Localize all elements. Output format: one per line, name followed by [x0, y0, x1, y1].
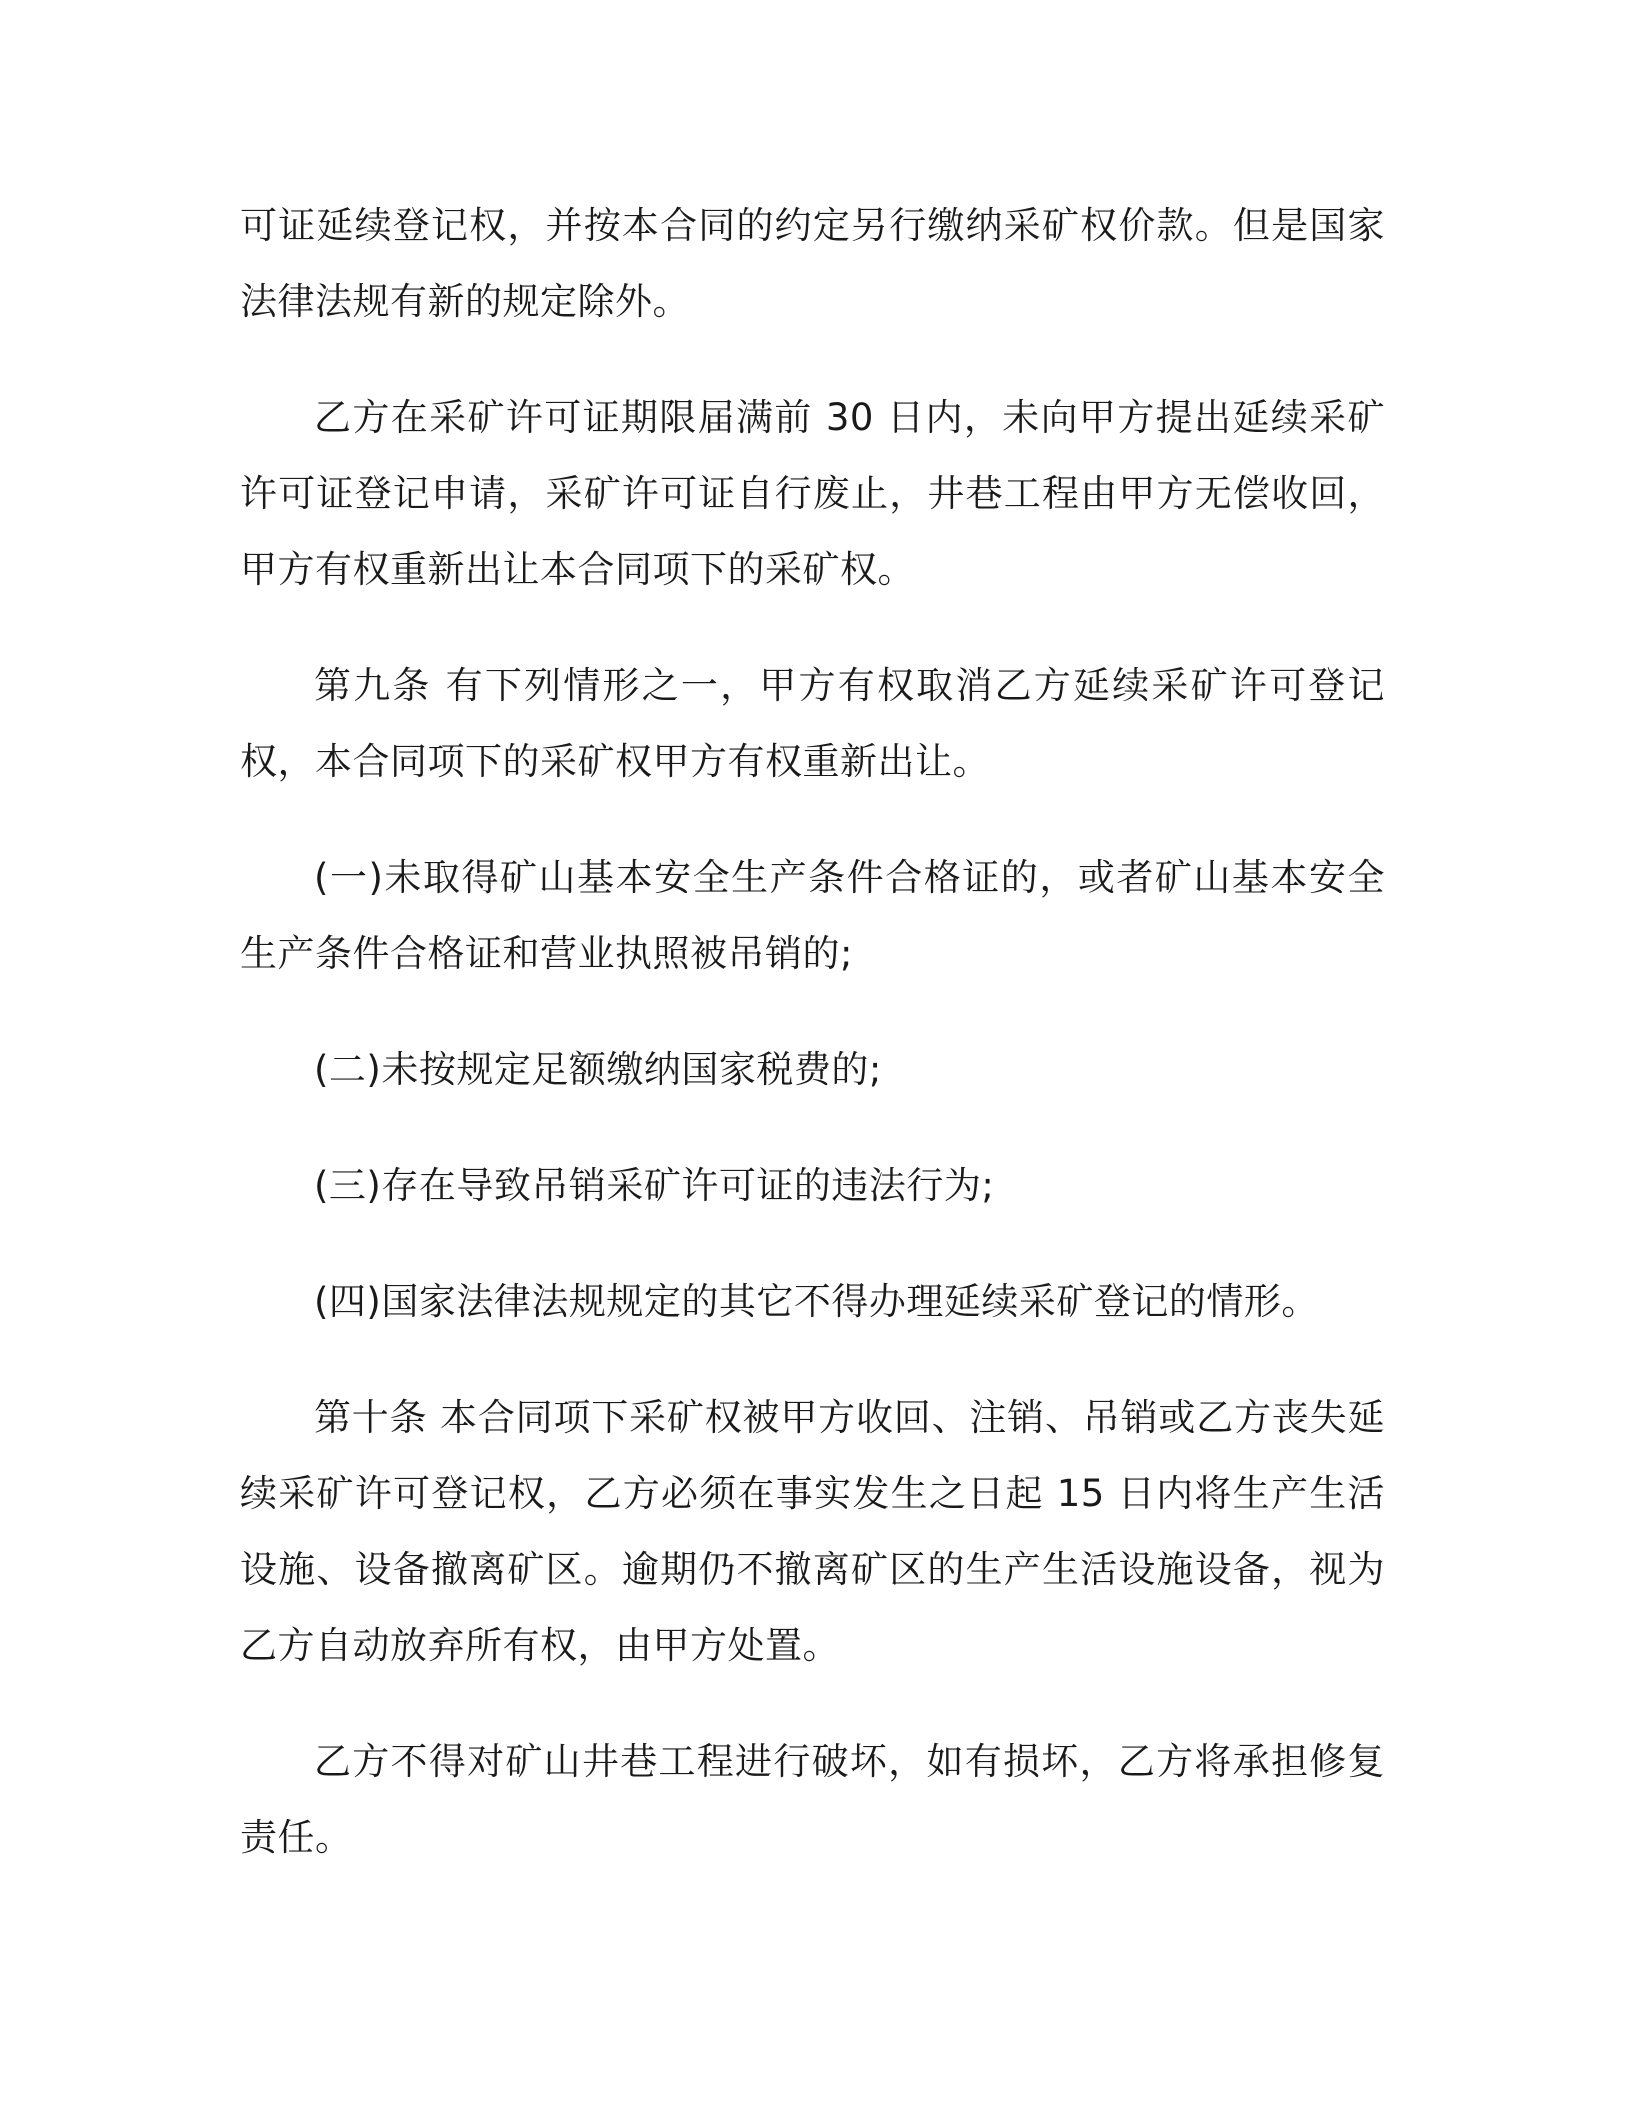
paragraph-renewal-deadline: 乙方在采矿许可证期限届满前 30 日内，未向甲方提出延续采矿许可证登记申请，采矿许可证自行废止，井巷工程由甲方无偿收回，甲方有权重新出让本合同项下的采矿权。	[240, 396, 1385, 591]
document-body	[240, 188, 1385, 1916]
paragraph-item-4: (四)国家法律法规规定的其它不得办理延续采矿登记的情形。	[314, 1280, 1319, 1323]
paragraph-continuation: 可证延续登记权，并按本合同的约定另行缴纳采矿权价款。但是国家法律法规有新的规定除外。	[240, 204, 1385, 323]
paragraph-repair-liability: 乙方不得对矿山井巷工程进行破坏，如有损坏，乙方将承担修复责任。	[240, 1740, 1385, 1859]
paragraph-article-9: 第九条 有下列情形之一，甲方有权取消乙方延续采矿许可登记权，本合同项下的采矿权甲方有权重新出让。	[240, 664, 1385, 783]
paragraph-item-1: (一)未取得矿山基本安全生产条件合格证的，或者矿山基本安全生产条件合格证和营业执照被吊销的;	[240, 856, 1385, 975]
paragraph-item-2: (二)未按规定足额缴纳国家税费的;	[314, 1048, 882, 1091]
paragraph-article-10: 第十条 本合同项下采矿权被甲方收回、注销、吊销或乙方丧失延续采矿许可登记权，乙方必须在事实发生之日起 15 日内将生产生活设施、设备撤离矿区。逾期仍不撤离矿区的生产生活设施设备，视为乙方自动放弃所有权，由甲方处置。	[240, 1396, 1385, 1667]
paragraph-item-3: (三)存在导致吊销采矿许可证的违法行为;	[314, 1164, 995, 1207]
